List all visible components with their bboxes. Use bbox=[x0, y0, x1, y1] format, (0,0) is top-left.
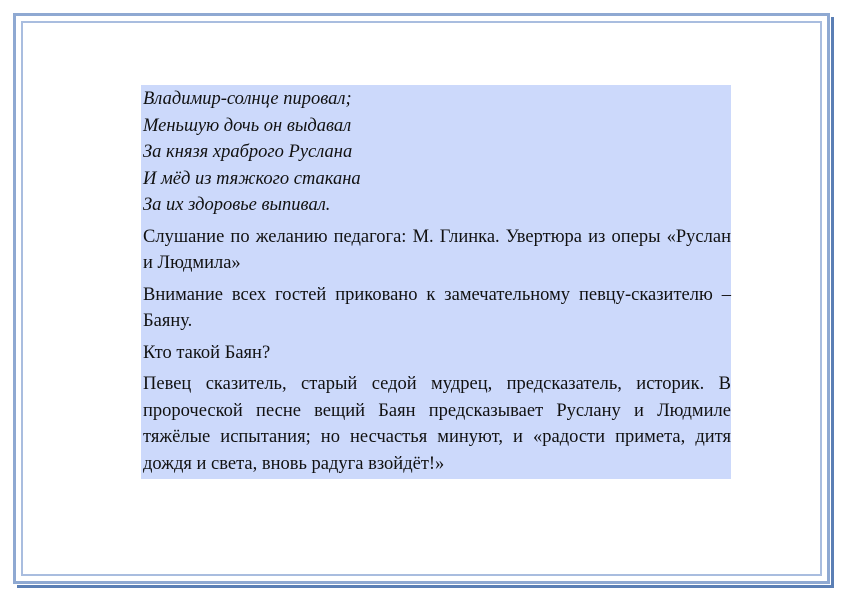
bayan-attention-paragraph: Внимание всех гостей приковано к замечательному певцу-сказителю – Баяну. bbox=[143, 284, 731, 331]
poem-line: За князя храброго Руслана bbox=[143, 142, 353, 162]
poem-line: За их здоровье выпивал. bbox=[143, 195, 331, 215]
poem-line: Меньшую дочь он выдавал bbox=[143, 115, 352, 136]
text-block bbox=[141, 85, 731, 479]
question-paragraph: Кто такой Баян? bbox=[143, 342, 271, 363]
bayan-description-paragraph: Певец сказитель, старый седой мудрец, предсказатель, историк. В пророческой песне вещий Баян предсказывает Руслану и Людмиле тяжёлые испытания; но несчастья минуют, и «радости примета, дитя дождя и света, вновь радуга взойдёт!» bbox=[143, 374, 731, 474]
listening-note-paragraph: Слушание по желанию педагога: М. Глинка. Увертюра из оперы «Руслан и Людмила» bbox=[143, 226, 731, 273]
poem-line: И мёд из тяжкого стакана bbox=[143, 168, 361, 189]
poem bbox=[143, 86, 731, 219]
poem-line: Владимир-солнце пировал; bbox=[143, 89, 352, 109]
